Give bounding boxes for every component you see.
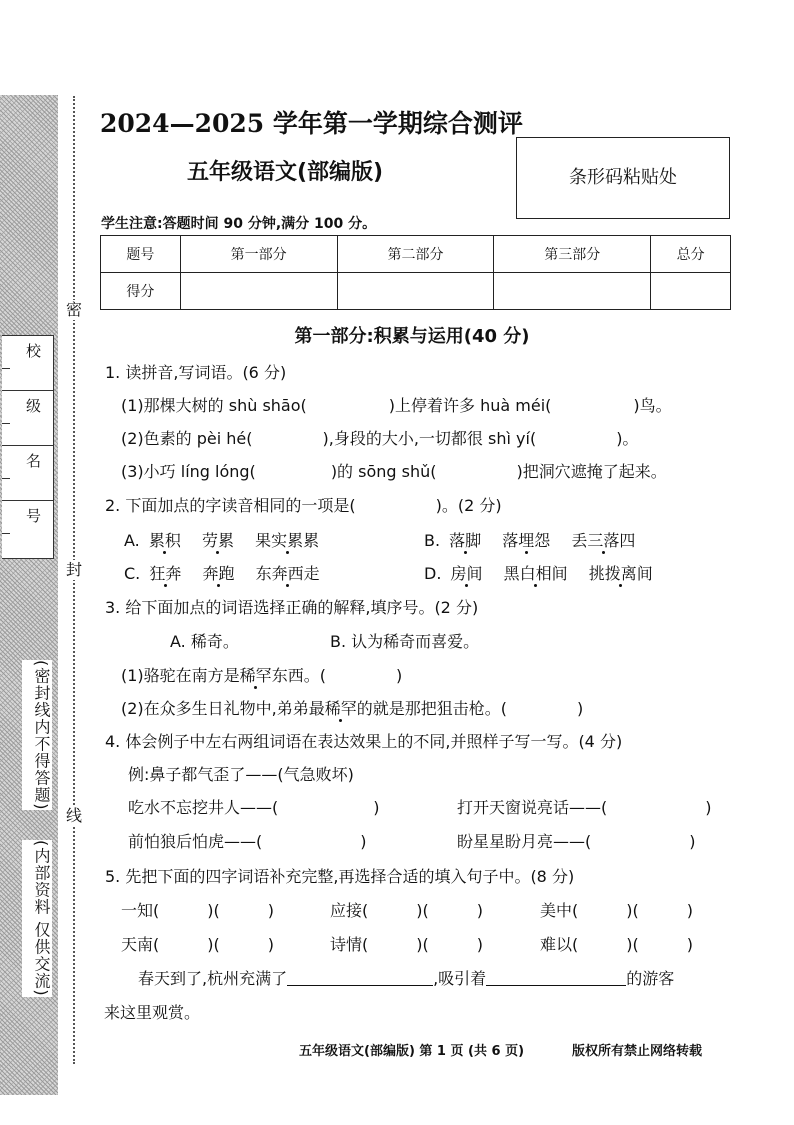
seal-char-feng: 封 — [65, 560, 82, 579]
q3-sentence1: (1)骆驼在南方是稀罕东西。( ) — [121, 666, 403, 685]
score-row-label: 得分 — [101, 273, 181, 310]
exam-title: 2024—2025 学年第一学期综合测评 — [100, 109, 523, 138]
score-header-cell: 题号 — [101, 236, 181, 273]
class-field[interactable]: 级 — [2, 391, 53, 446]
q5-idiom: 美中( )( ) — [540, 901, 693, 920]
seal-line — [73, 96, 75, 1064]
q5-sentence: 春天到了,杭州充满了 ,吸引着 的游客 — [138, 969, 675, 988]
q2-option-a: A. 累积 劳累 果实累累 — [124, 531, 320, 550]
score-cell[interactable] — [651, 273, 731, 310]
answer-line[interactable] — [486, 967, 626, 986]
binding-strip — [0, 95, 58, 1095]
score-header-cell: 第一部分 — [180, 236, 337, 273]
q4-item3: 前怕狼后怕虎——( ) — [128, 832, 367, 851]
q5-stem: 5. 先把下面的四字词语补充完整,再选择合适的填入句子中。(8 分) — [105, 867, 575, 886]
seal-note: (密封线内不得答题) — [22, 660, 52, 810]
q5-idiom: 一知( )( ) — [121, 901, 274, 920]
seal-char-xian: 线 — [65, 806, 82, 825]
answer-line[interactable] — [287, 967, 433, 986]
q4-item2: 打开天窗说亮话——( ) — [457, 798, 712, 817]
q2-stem: 2. 下面加点的字读音相同的一项是( )。(2 分) — [105, 496, 502, 515]
q3-stem: 3. 给下面加点的词语选择正确的解释,填序号。(2 分) — [105, 598, 479, 617]
seal-char-mi: 密 — [65, 300, 82, 319]
score-header-cell: 第二部分 — [337, 236, 494, 273]
student-info-box — [2, 335, 54, 559]
q5-idiom: 诗情( )( ) — [330, 935, 483, 954]
barcode-area: 条形码粘贴处 — [516, 137, 730, 219]
score-table-row — [101, 273, 731, 310]
score-cell[interactable] — [337, 273, 494, 310]
score-cell[interactable] — [494, 273, 651, 310]
school-field[interactable]: 校 — [2, 336, 53, 391]
q3-option-a: A. 稀奇。 — [170, 632, 239, 651]
q1-stem: 1. 读拼音,写词语。(6 分) — [105, 363, 287, 382]
q4-item1: 吃水不忘挖井人——( ) — [128, 798, 380, 817]
q1-line1: (1)那棵大树的 shù shāo( )上停着许多 huà méi( )鸟。 — [121, 396, 672, 415]
q2-option-d: D. 房间 黑白相间 挑拨离间 — [424, 564, 653, 583]
q5-idiom: 天南( )( ) — [121, 935, 274, 954]
q4-item4: 盼星星盼月亮——( ) — [457, 832, 696, 851]
internal-note: (内部资料 仅供交流) — [22, 840, 52, 997]
q4-stem: 4. 体会例子中左右两组词语在表达效果上的不同,并照样子写一写。(4 分) — [105, 732, 623, 751]
score-table-header-row — [101, 236, 731, 273]
q3-option-b: B. 认为稀奇而喜爱。 — [330, 632, 480, 651]
q1-line3: (3)小巧 líng lóng( )的 sōng shǔ( )把洞穴遮掩了起来。 — [121, 462, 667, 481]
number-field[interactable]: 号 — [2, 501, 53, 556]
q5-idiom: 难以( )( ) — [540, 935, 693, 954]
q1-line2: (2)色素的 pèi hé( ),身段的大小,一切都很 shì yí( )。 — [121, 429, 639, 448]
student-notice: 学生注意:答题时间 90 分钟,满分 100 分。 — [101, 216, 377, 232]
q2-option-b: B. 落脚 落埋怨 丢三落四 — [424, 531, 636, 550]
q4-example: 例:鼻子都气歪了——(气急败坏) — [128, 765, 354, 784]
section-title: 第一部分:积累与运用(40 分) — [294, 326, 530, 347]
copyright-notice: 版权所有禁止网络转载 — [572, 1044, 703, 1059]
q3-sentence2: (2)在众多生日礼物中,弟弟最稀罕的就是那把狙击枪。( ) — [121, 699, 584, 718]
score-header-cell: 总分 — [651, 236, 731, 273]
q5-sentence-end: 来这里观赏。 — [104, 1003, 201, 1022]
page-number: 五年级语文(部编版) 第 1 页 (共 6 页) — [299, 1044, 525, 1059]
score-header-cell: 第三部分 — [494, 236, 651, 273]
score-table — [100, 235, 731, 310]
score-cell[interactable] — [180, 273, 337, 310]
name-field[interactable]: 名 — [2, 446, 53, 501]
q5-idiom: 应接( )( ) — [330, 901, 483, 920]
exam-subtitle: 五年级语文(部编版) — [187, 160, 384, 185]
q2-option-c: C. 狂奔 奔跑 东奔西走 — [124, 564, 320, 583]
